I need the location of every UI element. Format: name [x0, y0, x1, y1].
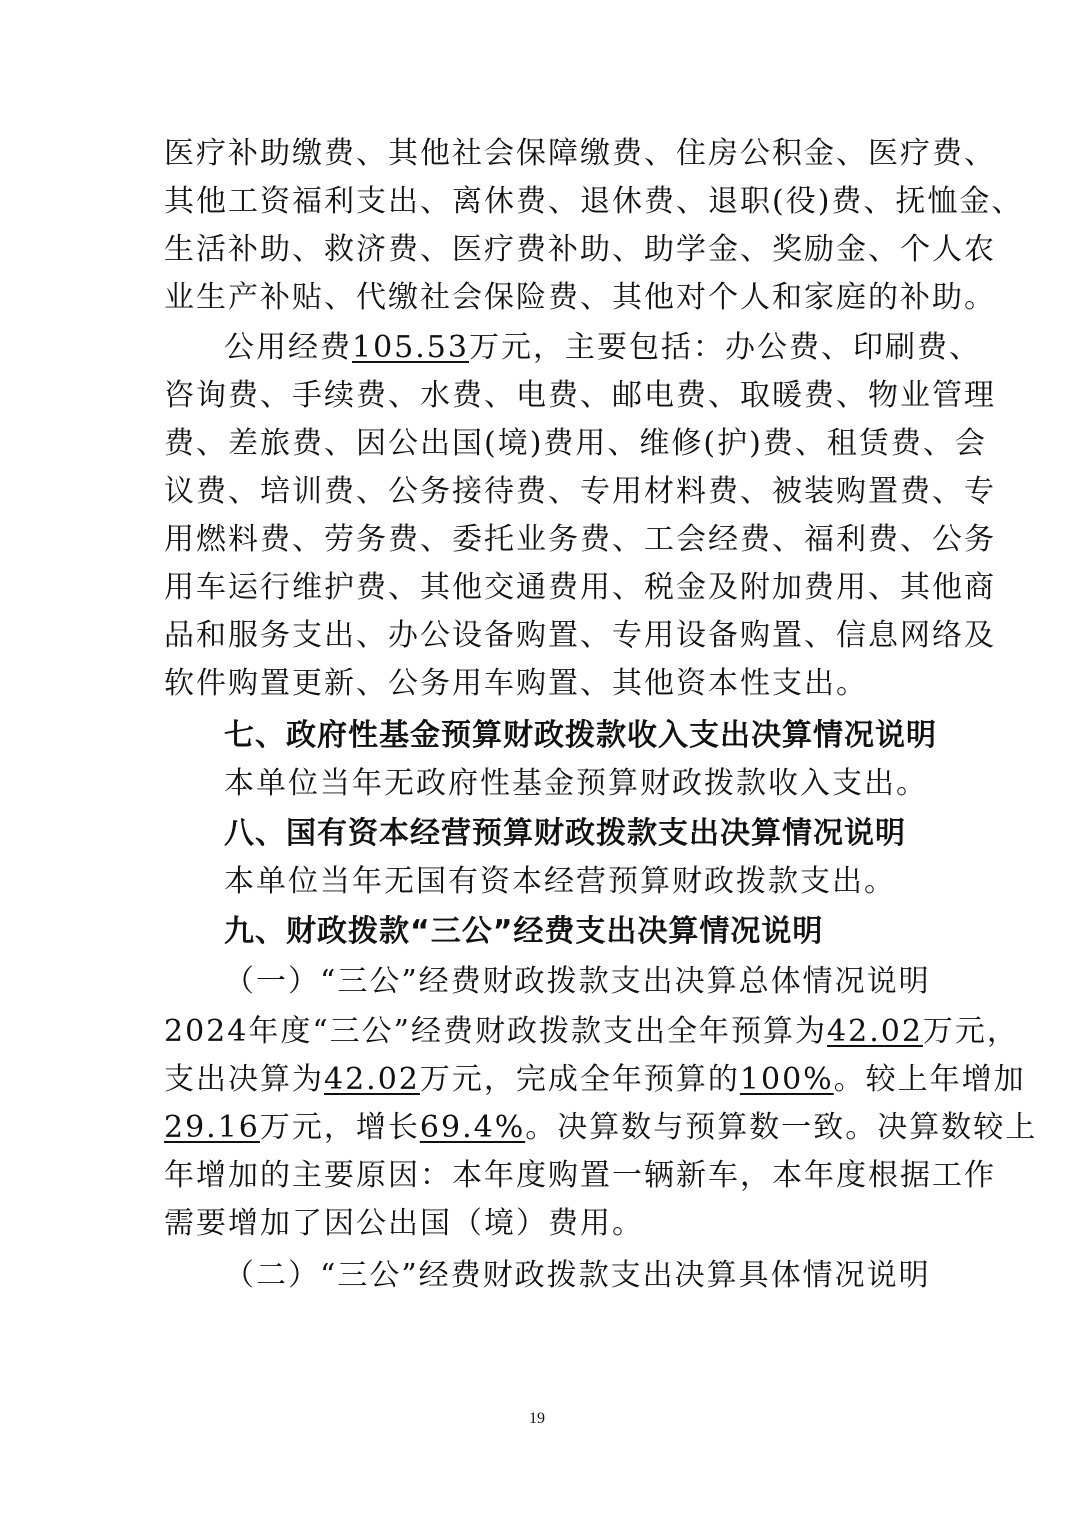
section-7-heading: 七、政府性基金预算财政拨款收入支出决算情况说明 — [224, 718, 937, 753]
summary-line-2 — [164, 1060, 1026, 1100]
text-line: 医疗补助缴费、其他社会保障缴费、住房公积金、医疗费、 — [164, 136, 996, 171]
summary-text: 万元， — [922, 1014, 1019, 1049]
section-8-text: 本单位当年无国有资本经营预算财政拨款支出。 — [224, 864, 896, 899]
section-9-subheading-2: （二）“三公”经费财政拨款支出决算具体情况说明 — [224, 1258, 931, 1293]
text-line: 咨询费、手续费、水费、电费、邮电费、取暖费、物业管理 — [164, 378, 996, 413]
public-funds-line — [224, 328, 981, 368]
text-line: 费、差旅费、因公出国(境)费用、维修(护)费、租赁费、会 — [164, 426, 987, 461]
completion-rate: 100% — [739, 1062, 834, 1097]
text-line: 议费、培训费、公务接待费、专用材料费、被装购置费、专 — [164, 474, 996, 509]
public-funds-suffix: 万元，主要包括：办公费、印刷费、 — [468, 330, 981, 365]
text-line: 软件购置更新、公务用车购置、其他资本性支出。 — [164, 666, 868, 701]
growth-rate: 69.4% — [419, 1110, 526, 1145]
text-line: 业生产补贴、代缴社会保险费、其他对个人和家庭的补助。 — [164, 280, 996, 315]
summary-text: 万元，完成全年预算的 — [419, 1062, 740, 1097]
summary-text: 。较上年增加 — [833, 1062, 1026, 1097]
budget-amount: 42.02 — [827, 1014, 923, 1049]
public-funds-amount: 105.53 — [352, 330, 469, 365]
summary-line-4: 年增加的主要原因：本年度购置一辆新车，本年度根据工作 — [164, 1158, 996, 1193]
text-line: 用燃料费、劳务费、委托业务费、工会经费、福利费、公务 — [164, 522, 996, 557]
text-line: 品和服务支出、办公设备购置、专用设备购置、信息网络及 — [164, 618, 996, 653]
text-line: 生活补助、救济费、医疗费补助、助学金、奖励金、个人农 — [164, 232, 996, 267]
summary-text: 万元，增长 — [259, 1110, 420, 1145]
section-7-text: 本单位当年无政府性基金预算财政拨款收入支出。 — [224, 766, 928, 801]
section-8-heading: 八、国有资本经营预算财政拨款支出决算情况说明 — [224, 816, 906, 851]
summary-text: 。决算数与预算数一致。决算数较上 — [525, 1110, 1038, 1145]
section-9-subheading-1: （一）“三公”经费财政拨款支出决算总体情况说明 — [224, 964, 931, 999]
summary-line-1 — [164, 1012, 1019, 1052]
text-line: 用车运行维护费、其他交通费用、税金及附加费用、其他商 — [164, 570, 996, 605]
actual-amount: 42.02 — [324, 1062, 420, 1097]
increase-amount: 29.16 — [164, 1110, 260, 1145]
summary-line-3 — [164, 1108, 1037, 1148]
summary-text: 2024年度“三公”经费财政拨款支出全年预算为 — [164, 1014, 828, 1049]
public-funds-prefix: 公用经费 — [224, 330, 352, 365]
summary-text: 支出决算为 — [164, 1062, 324, 1097]
text-line: 其他工资福利支出、离休费、退休费、退职(役)费、抚恤金、 — [164, 184, 1024, 219]
page-number: 19 — [529, 1410, 545, 1427]
summary-line-5: 需要增加了因公出国（境）费用。 — [164, 1206, 644, 1241]
section-9-heading: 九、财政拨款“三公”经费支出决算情况说明 — [224, 914, 824, 949]
